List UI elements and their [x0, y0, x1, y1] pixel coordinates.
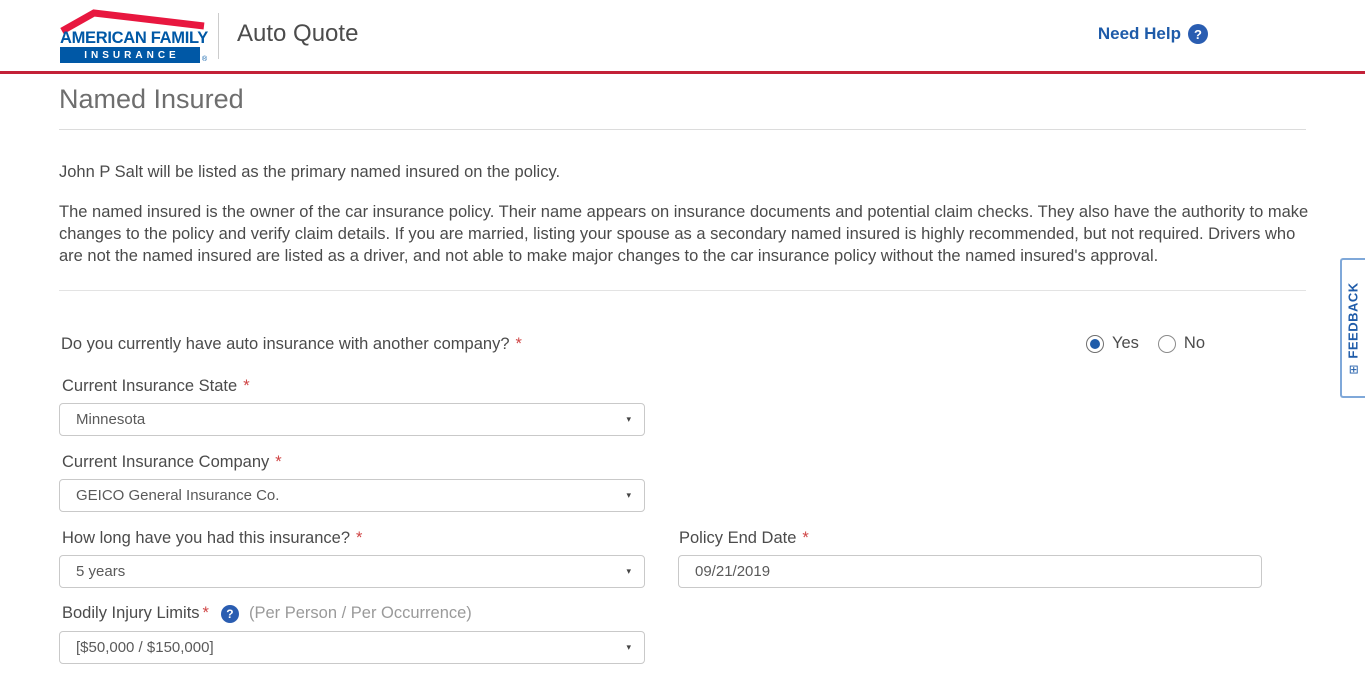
section-divider — [59, 290, 1306, 291]
insurance-duration-label: How long have you had this insurance? * — [62, 529, 363, 547]
feedback-tab[interactable] — [1340, 258, 1365, 398]
current-insurance-company-value: GEICO General Insurance Co. — [76, 487, 280, 504]
policy-end-date-label: Policy End Date * — [679, 529, 809, 547]
radio-no-button[interactable] — [1158, 335, 1176, 353]
bodily-injury-hint: (Per Person / Per Occurrence) — [248, 604, 472, 622]
header-divider — [218, 13, 219, 59]
radio-yes-button[interactable] — [1086, 335, 1104, 353]
bodily-injury-label: Bodily Injury Limits * — [62, 604, 209, 622]
feedback-tab-content — [1346, 282, 1361, 374]
logo-text-line1: AMERICAN FAMILY — [60, 29, 208, 47]
required-asterisk: * — [515, 335, 522, 353]
bodily-injury-limits-value: [$50,000 / $150,000] — [76, 639, 214, 656]
named-insured-intro: John P Salt will be listed as the primary named insured on the policy. — [59, 163, 561, 181]
current-insurance-question-label: Do you currently have auto insurance with another company? * — [61, 335, 522, 353]
need-help-link[interactable] — [1098, 24, 1208, 44]
page-title: Named Insured — [59, 84, 244, 114]
feedback-window-icon: ⊞ — [1346, 364, 1361, 375]
help-circle-icon: ? — [1188, 24, 1208, 44]
policy-end-date-input[interactable] — [678, 555, 1262, 588]
radio-option-yes[interactable] — [1086, 334, 1139, 353]
current-insurance-company-select[interactable] — [59, 479, 645, 512]
bodily-injury-label-row — [62, 604, 472, 623]
required-asterisk: * — [275, 453, 282, 471]
required-asterisk: * — [202, 604, 209, 622]
heading-divider — [59, 129, 1306, 130]
current-insurance-state-value: Minnesota — [76, 411, 146, 428]
required-asterisk: * — [356, 529, 363, 547]
logo-text-line2: INSURANCE — [60, 47, 200, 63]
current-insurance-state-select[interactable] — [59, 403, 645, 436]
radio-selected-dot — [1090, 339, 1100, 349]
dropdown-arrow-icon: ▾ — [626, 414, 631, 424]
current-insurance-radio-group — [1086, 334, 1205, 353]
required-asterisk: * — [802, 529, 809, 547]
american-family-logo[interactable] — [58, 8, 208, 64]
dropdown-arrow-icon: ▾ — [626, 566, 631, 576]
registered-trademark: ® — [202, 56, 208, 63]
bodily-injury-limits-select[interactable] — [59, 631, 645, 664]
required-asterisk: * — [243, 377, 250, 395]
header — [0, 0, 1365, 74]
insurance-duration-select[interactable] — [59, 555, 645, 588]
named-insured-description: The named insured is the owner of the car insurance policy. Their name appears on insurance documents and potential claim checks. They also have the authority to make changes to the policy and verify claim details. If you are married, listing your spouse as a secondary named insured is highly recommended, but not required. Drivers who are not the named insured are listed as a driver, and not able to make major changes to the car insurance policy without the named insured's approval. — [59, 203, 1309, 265]
dropdown-arrow-icon: ▾ — [626, 490, 631, 500]
radio-option-no[interactable] — [1158, 334, 1205, 353]
bodily-injury-help-icon[interactable]: ? — [221, 605, 239, 623]
current-insurance-company-label: Current Insurance Company * — [62, 453, 282, 471]
dropdown-arrow-icon: ▾ — [626, 642, 631, 652]
app-title: Auto Quote — [237, 20, 359, 47]
need-help-label: Need Help — [1097, 24, 1181, 43]
radio-no-label: No — [1183, 334, 1206, 352]
current-insurance-state-label: Current Insurance State * — [62, 377, 250, 395]
feedback-tab-label: FEEDBACK — [1346, 281, 1362, 359]
radio-yes-label: Yes — [1112, 334, 1139, 352]
insurance-duration-value: 5 years — [76, 563, 126, 580]
